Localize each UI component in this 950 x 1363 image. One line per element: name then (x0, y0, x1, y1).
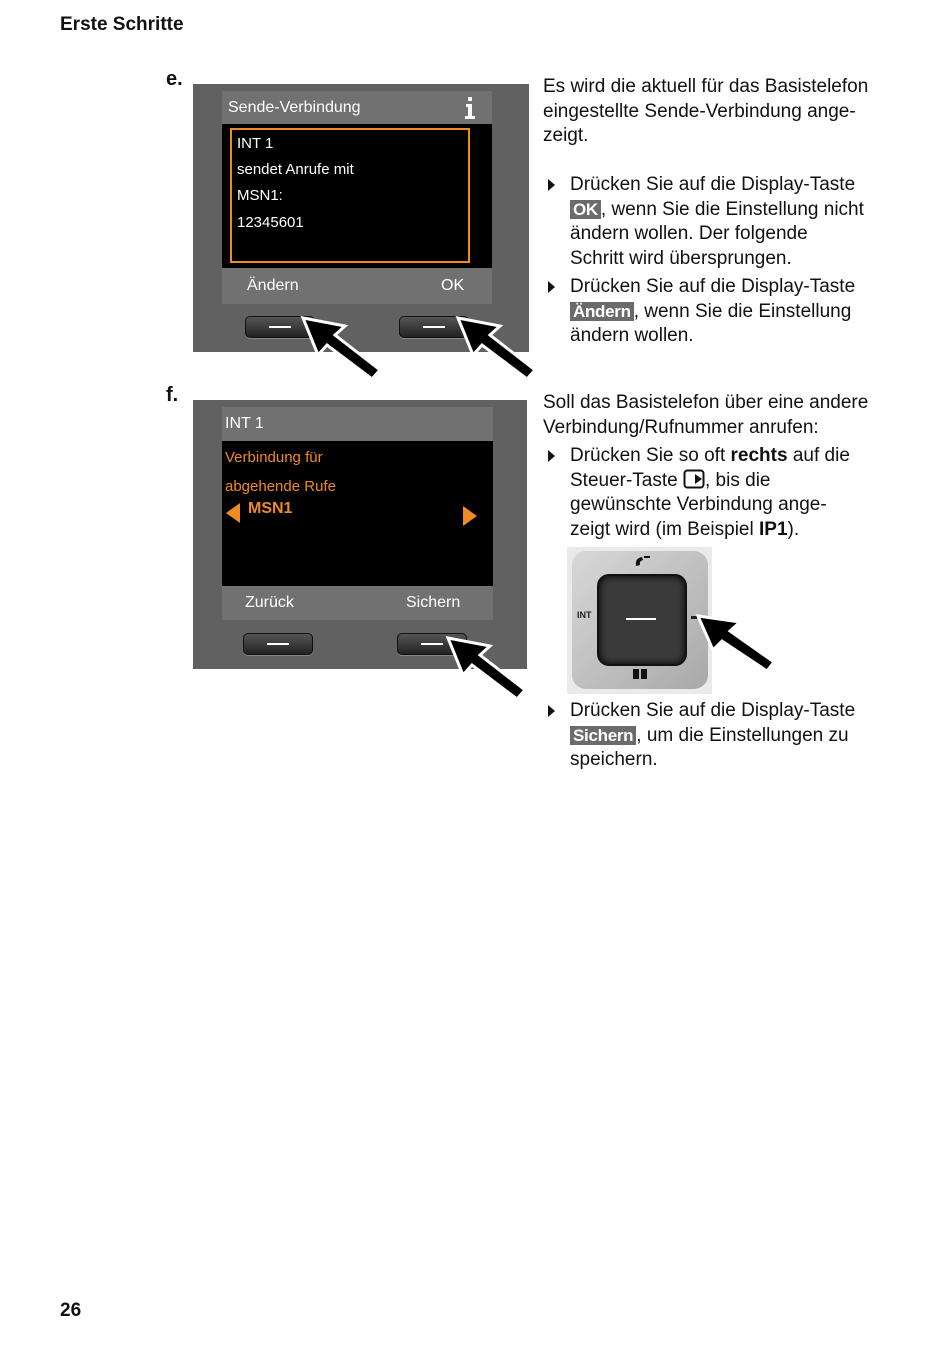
bullet-text: ändern wollen. Der folgende (570, 223, 808, 244)
arrow-right-icon (462, 505, 478, 527)
bullet-text: , bis die (705, 469, 771, 491)
display-key-label: OK (570, 200, 601, 219)
step-f-intro (543, 391, 868, 440)
softkey-bar (222, 268, 492, 304)
display-title-bar (222, 407, 493, 441)
step-label-e: e. (166, 68, 183, 90)
bullet-text: , wenn Sie die Einstellung (633, 300, 852, 322)
display-title: Sende-Verbindung (228, 98, 361, 116)
display-line-2: abgehende Rufe (225, 478, 336, 495)
intro-line: Verbindung/Rufnummer anrufen: (543, 416, 819, 438)
bullet-triangle-icon (548, 705, 555, 717)
display-key-label: Ändern (570, 302, 634, 321)
step-label-f: f. (166, 384, 179, 406)
step-f-bullet-2 (570, 699, 855, 773)
bullet-bold: IP1 (759, 518, 788, 540)
softkey-bar (222, 586, 493, 620)
left-softkey-label: Zurück (245, 594, 294, 611)
right-softkey-label: Sichern (406, 594, 461, 611)
step-e-bullet-2 (570, 275, 855, 349)
intro-line: Es wird die aktuell für das Basistelefon (543, 76, 869, 97)
display-line-1: Verbindung für (225, 449, 323, 466)
left-softkey-label: Ändern (247, 277, 299, 294)
bullet-text: ändern wollen. (570, 325, 694, 346)
right-softkey-label: OK (441, 277, 465, 294)
display-line-2: sendet Anrufe mit (237, 161, 354, 178)
bullet-text: Drücken Sie so oft (570, 445, 731, 466)
bullet-text: gewünschte Verbindung ange- (570, 494, 827, 515)
bullet-text: speichern. (570, 749, 658, 770)
display-screen (222, 124, 492, 268)
bullet-text: Drücken Sie auf die Display-Taste (570, 174, 856, 195)
control-key-button (597, 574, 687, 666)
bullet-text: Steuer-Taste (570, 469, 683, 491)
bullet-triangle-icon (548, 281, 555, 293)
display-title-bar (222, 91, 492, 124)
display-screen (222, 441, 493, 586)
display-line-4: 12345601 (237, 214, 304, 231)
bullet-triangle-icon (548, 450, 555, 462)
control-key-image (567, 547, 712, 694)
page-number: 26 (60, 1300, 82, 1321)
bullet-bold: rechts (730, 445, 788, 466)
pointer-arrow-right-f (440, 633, 535, 703)
display-title: INT 1 (225, 415, 264, 432)
int-label: INT (577, 610, 592, 620)
bullet-text: Schritt wird übersprungen. (570, 247, 792, 269)
selected-value: MSN1 (248, 500, 293, 517)
info-icon (463, 96, 477, 120)
bullet-text: auf die (787, 445, 850, 466)
bullet-text: , wenn Sie die Einstellung nicht (600, 198, 864, 220)
pointer-arrow-left-e (295, 313, 390, 383)
pointer-arrow-control-key (692, 610, 782, 674)
phone-display-f (193, 400, 527, 669)
bullet-text: ). (787, 518, 800, 540)
display-line-3: MSN1: (237, 187, 283, 204)
control-key-right-icon (683, 469, 705, 489)
phone-icon (633, 554, 653, 570)
display-line-1: INT 1 (237, 135, 274, 152)
intro-line: Soll das Basistelefon über eine andere (543, 392, 869, 413)
bullet-text: zeigt wird (im Beispiel (570, 518, 759, 540)
phone-display-e (193, 84, 529, 352)
step-e-bullet-1 (570, 173, 864, 271)
bullet-text: Drücken Sie auf die Display-Taste (570, 700, 856, 721)
left-softkey-button[interactable] (243, 633, 313, 655)
book-icon (632, 668, 648, 680)
pointer-arrow-right-e (450, 313, 545, 383)
running-head: Erste Schritte (60, 14, 184, 35)
bullet-text: Drücken Sie auf die Display-Taste (570, 276, 856, 297)
intro-line: zeigt. (543, 125, 589, 146)
step-f-bullet-1 (570, 444, 850, 542)
display-key-label: Sichern (570, 726, 636, 745)
intro-line: eingestellte Sende-Verbindung ange- (543, 100, 856, 122)
step-e-intro (543, 75, 868, 149)
bullet-triangle-icon (548, 179, 555, 191)
arrow-left-icon (225, 502, 241, 524)
bullet-text: , um die Einstellungen zu (636, 724, 849, 746)
